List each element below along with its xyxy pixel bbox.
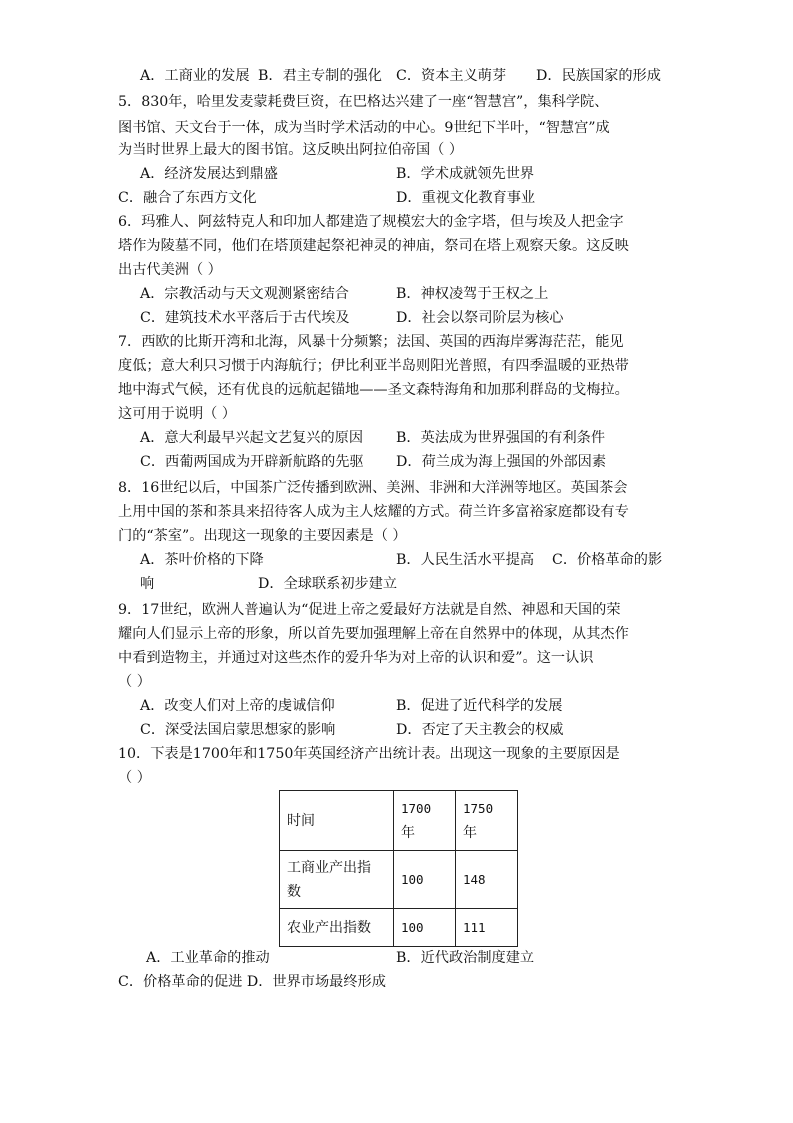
q6-option-a: A．宗教活动与天文观测紧密结合 (140, 286, 349, 302)
q7-option-d: D．荷兰成为海上强国的外部因素 (396, 454, 607, 470)
q8-option-a: A．茶叶价格的下降 (140, 552, 264, 568)
table-header-row (280, 791, 518, 851)
q8-option-c-part-2: 响 (140, 576, 155, 592)
header-cell-time (280, 791, 394, 851)
q9-option-a: A．改变人们对上帝的虔诚信仰 (140, 698, 335, 714)
q7-option-b: B．英法成为世界强国的有利条件 (396, 430, 606, 446)
q7-option-c: C．西葡两国成为开辟新航路的先驱 (140, 454, 364, 470)
header-1750-year: 1750 (463, 800, 494, 816)
q8-option-c-part-1: C．价格革命的影 (552, 552, 663, 568)
q7-stem-line-3: 地中海式气候，还有优良的远航起锚地——圣文森特海角和加那利群岛的戈梅拉。 (118, 382, 629, 398)
q4-option-a: A．工商业的发展 (140, 68, 250, 84)
q5-option-b: B．学术成就领先世界 (396, 166, 535, 182)
q6-option-c: C．建筑技术水平落后于古代埃及 (140, 310, 350, 326)
q5-stem-line-2: 图书馆、天文台于一体，成为当时学术活动的中心。9世纪下半叶，“智慧宫”成 (118, 120, 610, 136)
table-row (280, 909, 518, 947)
q9-stem-line-3: 中看到造物主，并通过对这些杰作的爱升华为对上帝的认识和爱”。这一认识 (118, 650, 594, 666)
value-1700: 100 (401, 919, 424, 935)
row-label-line-1: 工商业产出指 (287, 859, 371, 876)
q4-option-c: C．资本主义萌芽 (396, 68, 507, 84)
q7-stem-line-1: 7．西欧的比斯开湾和北海，风暴十分频繁；法国、英国的西海岸雾海茫茫，能见 (118, 334, 624, 350)
q8-stem-line-2: 上用中国的茶和茶具来招待客人成为主人炫耀的方式。荷兰许多富裕家庭都设有专 (118, 504, 629, 520)
q10-stem-line-1: 10．下表是1700年和1750年英国经济产出统计表。出现这一现象的主要原因是 (118, 746, 620, 762)
row-label-line-2: 数 (287, 883, 301, 900)
value-cell (456, 851, 518, 909)
q5-option-c: C．融合了东西方文化 (118, 190, 257, 206)
q10-option-c-d: C．价格革命的促进 D．世界市场最终形成 (118, 974, 386, 990)
q8-option-d: D．全球联系初步建立 (258, 576, 398, 592)
q9-stem-line-2: 耀向人们显示上帝的形象，所以首先要加强理解上帝在自然界中的体现，从其杰作 (118, 626, 629, 642)
value-1750: 111 (463, 919, 486, 935)
q5-stem-line-3: 为当时世界上最大的图书馆。这反映出阿拉伯帝国（ ） (118, 142, 464, 158)
table-row (280, 851, 518, 909)
q4-option-b: B．君主专制的强化 (258, 68, 382, 84)
q6-option-d: D．社会以祭司阶层为核心 (396, 310, 564, 326)
row-label-cell (280, 909, 394, 947)
q10-option-a: A．工业革命的推动 (146, 950, 270, 966)
q9-option-c: C．深受法国启蒙思想家的影响 (140, 722, 336, 738)
value-1700: 100 (401, 871, 424, 887)
q5-option-d: D．重视文化教育事业 (396, 190, 536, 206)
q9-stem-line-4: （ ） (118, 674, 151, 690)
q4-option-d: D．民族国家的形成 (536, 68, 661, 84)
header-cell-1700 (394, 791, 456, 851)
q5-stem-line-1: 5．830年，哈里发麦蒙耗费巨资，在巴格达兴建了一座“智慧宫”，集科学院、 (118, 94, 609, 110)
value-1750: 148 (463, 871, 486, 887)
header-1700-unit: 年 (401, 824, 415, 841)
q6-option-b: B．神权凌驾于王权之上 (396, 286, 549, 302)
q9-stem-line-1: 9．17世纪，欧洲人普遍认为“促进上帝之爱最好方法就是自然、神恩和天国的荣 (118, 602, 621, 618)
output-statistics-table (279, 790, 518, 947)
header-cell-1750 (456, 791, 518, 851)
q7-stem-line-2: 度低；意大利只习惯于内海航行；伊比利亚半岛则阳光普照，有四季温暖的亚热带 (118, 358, 629, 374)
q10-option-b: B．近代政治制度建立 (396, 950, 535, 966)
q6-stem-line-3: 出古代美洲（ ） (118, 262, 222, 278)
q6-stem-line-2: 塔作为陵墓不同，他们在塔顶建起祭祀神灵的神庙，祭司在塔上观察天象。这反映 (118, 238, 629, 254)
q6-stem-line-1: 6．玛雅人、阿兹特克人和印加人都建造了规模宏大的金字塔，但与埃及人把金字 (118, 214, 624, 230)
value-cell (394, 851, 456, 909)
q9-option-b: B．促进了近代科学的发展 (396, 698, 563, 714)
q8-stem-line-1: 8．16世纪以后，中国茶广泛传播到欧洲、美洲、非洲和大洋洲等地区。英国茶会 (118, 480, 628, 496)
header-1700-year: 1700 (401, 800, 432, 816)
value-cell (394, 909, 456, 947)
row-label-line-1: 农业产出指数 (287, 919, 371, 936)
q5-option-a: A．经济发展达到鼎盛 (140, 166, 278, 182)
q10-stem-line-2: （ ） (118, 770, 151, 786)
q9-option-d: D．否定了天主教会的权威 (396, 722, 564, 738)
row-label-cell (280, 851, 394, 909)
value-cell (456, 909, 518, 947)
header-1750-unit: 年 (463, 824, 477, 841)
q7-stem-line-4: 这可用于说明（ ） (118, 406, 237, 422)
q7-option-a: A．意大利最早兴起文艺复兴的原因 (140, 430, 364, 446)
q8-option-b: B．人民生活水平提高 (396, 552, 535, 568)
q8-stem-line-3: 门的“茶室”。出现这一现象的主要因素是（ ） (118, 528, 407, 544)
header-time-label: 时间 (287, 812, 315, 829)
